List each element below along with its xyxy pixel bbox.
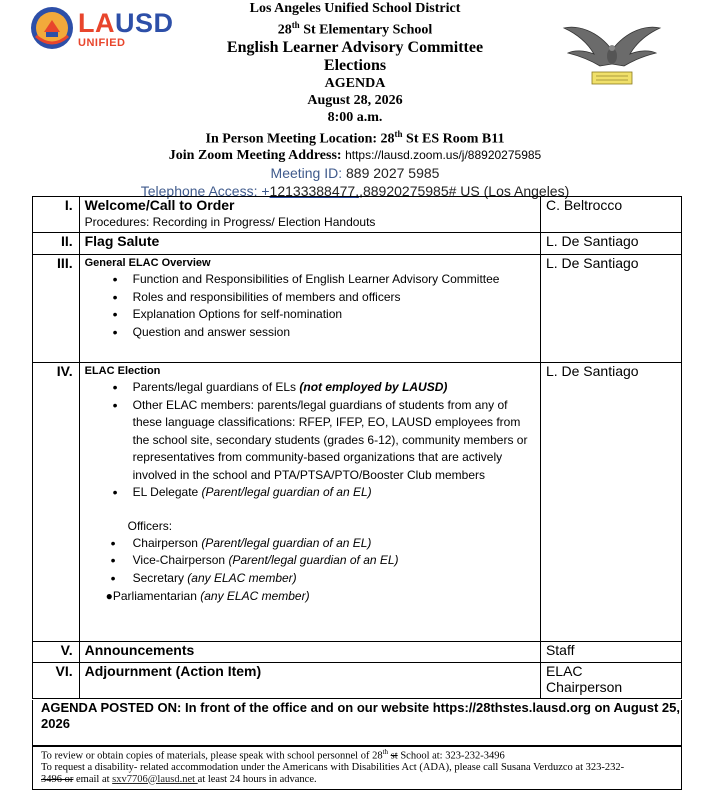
telephone-link[interactable]: 12133388477,	[269, 183, 360, 200]
item-title: Welcome/Call to Order	[84, 197, 235, 213]
agenda-table	[32, 196, 682, 699]
item-number: IV.	[33, 363, 80, 642]
district-name: Los Angeles Unified School District	[249, 1, 461, 16]
item-title: Adjournment (Action Item)	[84, 663, 262, 679]
meeting-time: 8:00 a.m.	[327, 109, 383, 125]
item-bullet-list	[85, 379, 540, 502]
agenda-row	[33, 663, 682, 699]
item-title: Announcements	[84, 642, 195, 658]
footer-line-2: To request a disability- related accommodation under the Americans with Disabilities Act (ADA), please call Susana Verduzco at 323-232-	[41, 762, 625, 773]
item-title: ELAC Election	[84, 365, 161, 377]
officers-label: Officers:	[127, 518, 173, 533]
item-number: VI.	[33, 663, 80, 699]
lausd-wordmark: LAUSD	[78, 8, 174, 38]
officer-list	[85, 535, 540, 588]
list-item: • Other ELAC members: parents/legal guardians of students from any of these language classifications: RFEP, IFEP, EO, LAUSD employees from the school site, secondary students (grades 6-12), community members or representatives from community-based organizations that are actively involved in the school and PTA/PTSA/PTO/Booster Club members	[133, 397, 540, 485]
item-title: Flag Salute	[84, 233, 160, 249]
list-item: • Secretary (any ELAC member)	[133, 570, 540, 588]
email-link[interactable]: sxv7706@lausd.net	[112, 773, 198, 785]
item-number: II.	[33, 233, 80, 255]
item-owner: L. De Santiago	[540, 255, 681, 363]
item-owner: Staff	[540, 642, 681, 663]
agenda-row	[33, 233, 682, 255]
list-item: • EL Delegate (Parent/legal guardian of an EL)	[133, 484, 540, 502]
item-number: III.	[33, 255, 80, 363]
elections-title: Elections	[323, 56, 387, 74]
agenda-header	[120, 0, 590, 200]
agenda-row	[33, 363, 682, 642]
item-owner: C. Beltrocco	[540, 197, 681, 233]
meeting-date: August 28, 2026	[307, 92, 403, 108]
item-number: I.	[33, 197, 80, 233]
item-subtitle: Procedures: Recording in Progress/ Election Handouts	[84, 215, 376, 229]
item-owner: L. De Santiago	[540, 233, 681, 255]
agenda-row	[33, 197, 682, 233]
footer-line-3: 3496 or email at sxv7706@lausd.net at least 24 hours in advance.	[41, 773, 317, 785]
lausd-unified-label: UNIFIED	[78, 37, 126, 49]
item-number: V.	[33, 642, 80, 663]
list-item: • Function and Responsibilities of English Learner Advisory Committee	[133, 271, 540, 289]
item-title: General ELAC Overview	[84, 257, 211, 269]
list-item: • Chairperson (Parent/legal guardian of an EL)	[133, 535, 540, 553]
zoom-link[interactable]: https://lausd.zoom.us/j/88920275985	[345, 148, 542, 163]
item-bullet-list	[85, 271, 540, 341]
item-owner: ELAC Chairperson	[540, 663, 681, 699]
list-item: • Parents/legal guardians of ELs (not employed by LAUSD)	[133, 379, 540, 397]
list-item: ●Parliamentarian (any ELAC member)	[105, 589, 310, 603]
meeting-id: Meeting ID: 889 2027 5985	[270, 165, 440, 182]
item-owner: L. De Santiago	[540, 363, 681, 642]
list-item: • Question and answer session	[133, 324, 540, 342]
list-item: • Roles and responsibilities of members and officers	[133, 289, 540, 307]
agenda-row	[33, 642, 682, 663]
committee-name: English Learner Advisory Committee	[226, 38, 484, 56]
school-name: 28th St Elementary School	[277, 20, 433, 38]
agenda-title: AGENDA	[324, 75, 386, 91]
list-item: • Explanation Options for self-nomination	[133, 306, 540, 324]
footer-notice	[32, 746, 682, 790]
meeting-location: In Person Meeting Location: 28th St ES Room B11	[205, 128, 505, 147]
bullet-dot-icon: ●	[105, 589, 113, 603]
telephone-access: Telephone Access: +12133388477,,88920275985# US (Los Angeles)	[140, 183, 570, 200]
agenda-posted-notice: AGENDA POSTED ON: In front of the office and on our website https://28thstes.lausd.org on August 25, 2026	[32, 700, 682, 746]
footer-line-1: To review or obtain copies of materials, please speak with school personnel of 28th st School at: 323-232-3496	[41, 748, 505, 762]
list-item: • Vice-Chairperson (Parent/legal guardian of an EL)	[133, 552, 540, 570]
agenda-row	[33, 255, 682, 363]
lausd-seal-icon	[30, 6, 74, 50]
zoom-address: Join Zoom Meeting Address: https://lausd.zoom.us/j/88920275985	[168, 148, 542, 164]
